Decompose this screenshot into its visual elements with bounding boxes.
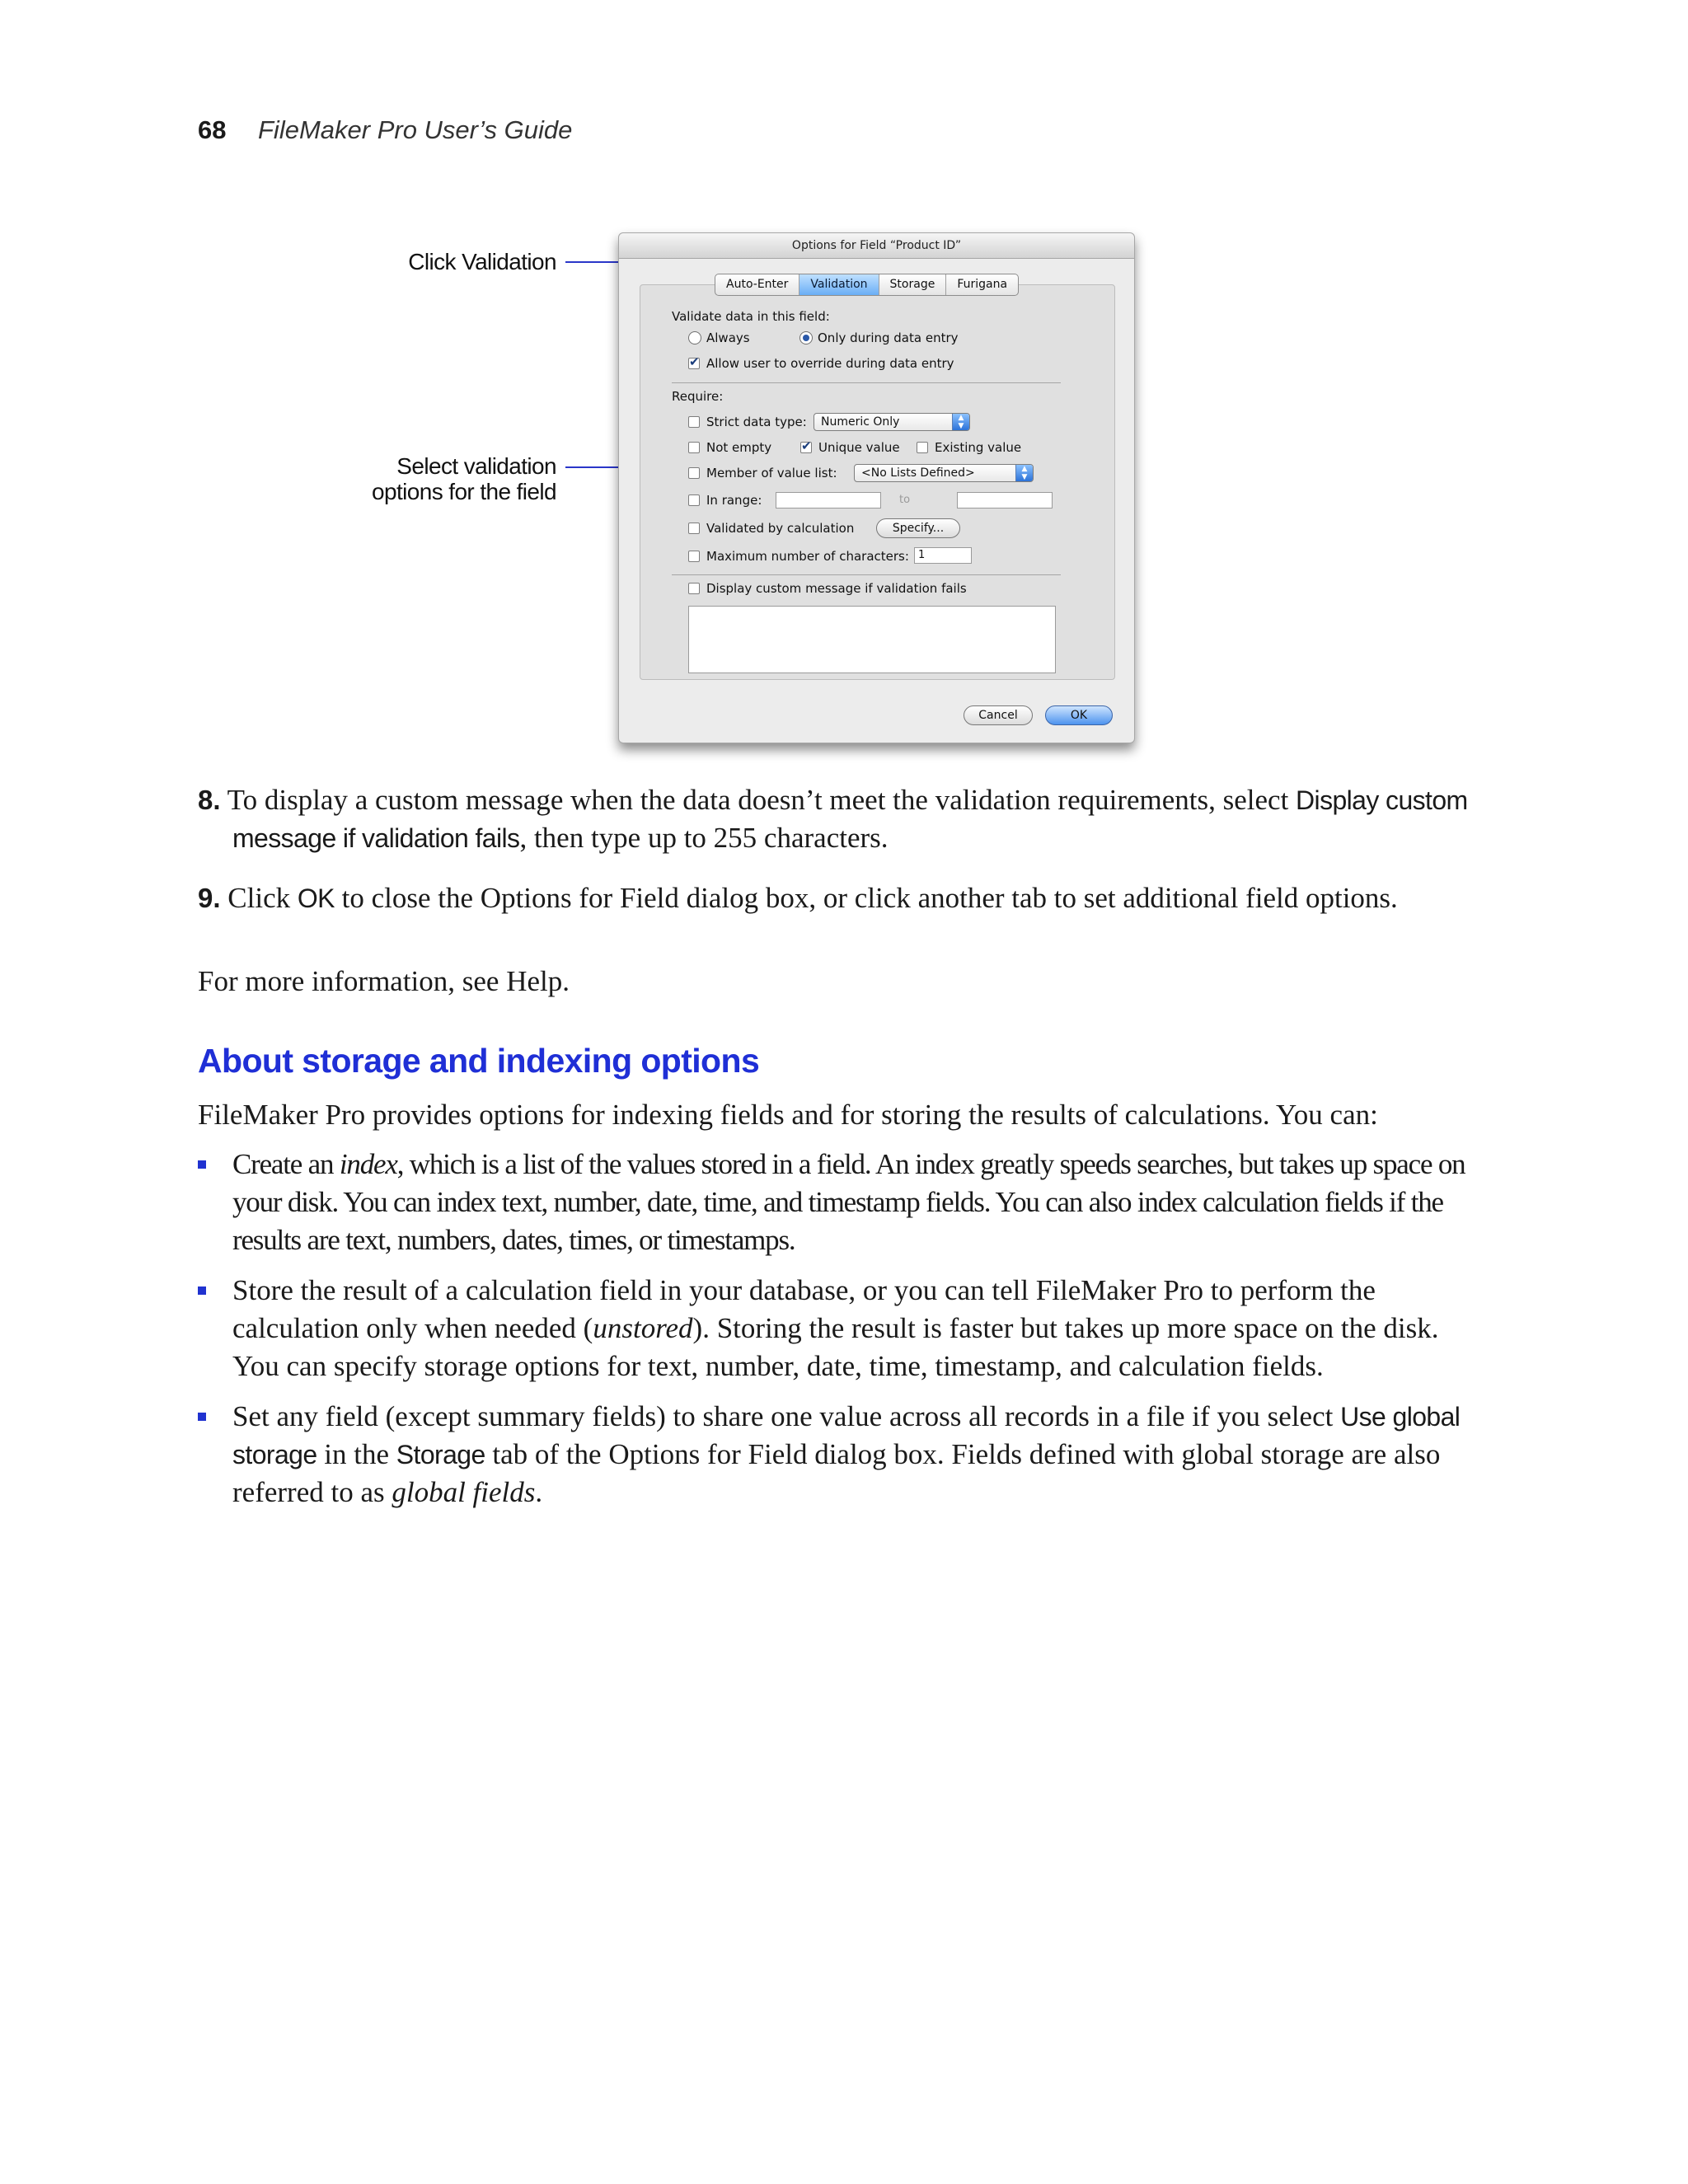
bullet-1-emphasis: index (339, 1148, 397, 1180)
tab-bar (715, 274, 1019, 296)
in-range-label: In range: (706, 493, 762, 508)
step-9 (198, 879, 1525, 917)
step-9-text: Click (227, 882, 291, 914)
callout-select-options-line1: Select validation (396, 453, 556, 479)
bullet-3-line-1 (232, 1398, 1568, 1436)
step-8-number: 8. (198, 785, 221, 815)
bullet-1-line-2: your disk. You can index text, number, date, time, and timestamp fields. You can also index calculation fields if the (232, 1186, 1443, 1218)
tab-auto-enter[interactable]: Auto-Enter (715, 274, 799, 295)
checkbox-allow-override[interactable] (688, 358, 700, 369)
cancel-button[interactable]: Cancel (964, 705, 1033, 725)
options-for-field-dialog (618, 232, 1135, 743)
bullet-1-text-end: , which is a list of the values stored in a field. An index greatly speeds searches, but takes up space on (396, 1148, 1465, 1180)
bullet-3-text-mid: in the (324, 1438, 390, 1470)
max-chars-label: Maximum number of characters: (706, 549, 909, 564)
ok-button[interactable]: OK (1045, 705, 1113, 725)
step-9-ui-term: OK (297, 883, 335, 913)
step-8-ui-term-2: message if validation fails (232, 823, 520, 853)
bullet-2-line-2 (232, 1310, 1568, 1347)
member-of-value-list-label: Member of value list: (706, 466, 837, 480)
tab-furigana[interactable]: Furigana (957, 278, 1008, 291)
bullet-3-text-end: tab of the Options for Field dialog box. Fields defined with global storage are also (492, 1438, 1441, 1470)
radio-only-during-entry[interactable] (799, 331, 813, 344)
checkbox-max-chars[interactable] (688, 551, 700, 562)
bullet-3-ui-term-2: storage (232, 1440, 317, 1469)
radio-always-label: Always (706, 330, 750, 345)
bullet-3-line-2 (232, 1436, 1568, 1474)
tab-storage[interactable]: Storage (879, 274, 947, 295)
unique-value-label: Unique value (818, 440, 900, 455)
checkbox-existing-value[interactable] (917, 442, 928, 453)
step-8-continued (232, 819, 1526, 857)
radio-always[interactable] (688, 331, 701, 344)
step-8 (198, 781, 1525, 819)
bullet-3-text-start: Set any field (except summary fields) to share one value across all records in a file if you select (232, 1400, 1334, 1432)
value-list-popup[interactable] (854, 464, 1034, 482)
page-number: 68 (198, 115, 227, 144)
bullet-3-ui-term-1: Use global (1340, 1402, 1461, 1432)
checkbox-strict-data-type[interactable] (688, 416, 700, 428)
step-8-text-end: , then type up to 255 characters. (519, 822, 889, 854)
bullet-3-ui-term-3: Storage (396, 1440, 485, 1469)
more-info-text: For more information, see Help. (198, 965, 570, 997)
bullet-3-marker (198, 1413, 206, 1421)
checkbox-display-custom[interactable] (688, 583, 700, 594)
require-heading: Require: (672, 389, 724, 404)
step-9-text-end: to close the Options for Field dialog box, or click another tab to set additional field options. (341, 882, 1398, 914)
step-9-number: 9. (198, 883, 221, 913)
bullet-1-line-3: results are text, numbers, dates, times, or timestamps. (232, 1224, 795, 1256)
not-empty-label: Not empty (706, 440, 772, 455)
tab-validation[interactable]: Validation (799, 274, 879, 295)
checkbox-member-of-value-list[interactable] (688, 467, 700, 479)
checkbox-unique-value[interactable] (800, 442, 812, 453)
strict-data-type-popup[interactable] (814, 413, 970, 431)
validated-by-calc-label: Validated by calculation (706, 521, 855, 536)
range-to-label: to (899, 494, 911, 506)
separator-validate (672, 382, 1061, 383)
running-header-title: FileMaker Pro User’s Guide (258, 115, 573, 144)
bullet-2-line-1: Store the result of a calculation field in your database, or you can tell FileMaker Pro to perform the (232, 1274, 1376, 1306)
validate-heading: Validate data in this field: (672, 309, 830, 324)
bullet-2-text-start: calculation only when needed ( (232, 1312, 593, 1344)
value-list-value: <No Lists Defined> (861, 466, 975, 480)
custom-message-textarea[interactable] (688, 606, 1056, 673)
strict-data-type-value: Numeric Only (821, 415, 900, 429)
bullet-2-emphasis: unstored (593, 1312, 693, 1344)
radio-only-during-entry-label: Only during data entry (818, 330, 959, 345)
range-from-field[interactable] (776, 492, 881, 509)
bullet-2-marker (198, 1286, 206, 1295)
bullet-1-line-1 (232, 1146, 1568, 1183)
bullet-3-emphasis: global fields (392, 1476, 536, 1508)
bullet-3-line-3 (232, 1474, 1568, 1511)
separator-require (672, 574, 1061, 575)
section-intro: FileMaker Pro provides options for indexing fields and for storing the results of calculations. You can: (198, 1099, 1378, 1131)
callout-click-validation: Click Validation (408, 249, 556, 274)
existing-value-label: Existing value (935, 440, 1022, 455)
bullet-3-period: . (535, 1476, 543, 1508)
bullet-1-marker (198, 1160, 206, 1169)
checkbox-in-range[interactable] (688, 494, 700, 506)
checkbox-validated-by-calc[interactable] (688, 523, 700, 534)
bullet-3-text-start-3: referred to as (232, 1476, 385, 1508)
bullet-2-text-end: ). Storing the result is faster but takes up more space on the disk. (692, 1312, 1439, 1344)
step-8-text: To display a custom message when the data doesn’t meet the validation requirements, select (227, 784, 1289, 816)
popup-arrows-icon: ▲ ▼ (1015, 465, 1033, 481)
specify-button[interactable]: Specify... (876, 518, 960, 538)
strict-data-type-label: Strict data type: (706, 415, 807, 429)
max-chars-field[interactable]: 1 (914, 547, 972, 564)
allow-override-label: Allow user to override during data entry (706, 356, 954, 371)
range-to-field[interactable] (957, 492, 1053, 509)
checkbox-not-empty[interactable] (688, 442, 700, 453)
display-custom-label: Display custom message if validation fails (706, 581, 967, 596)
bullet-1-text-start: Create an (232, 1148, 334, 1180)
step-8-ui-term-1: Display custom (1296, 785, 1468, 815)
callout-select-options-line2: options for the field (372, 479, 556, 504)
dialog-title: Options for Field “Product ID” (619, 233, 1134, 259)
section-heading: About storage and indexing options (198, 1042, 760, 1080)
bullet-2-line-3: You can specify storage options for text, number, date, time, timestamp, and calculation fields. (232, 1350, 1324, 1382)
popup-arrows-icon: ▲ ▼ (952, 414, 969, 430)
